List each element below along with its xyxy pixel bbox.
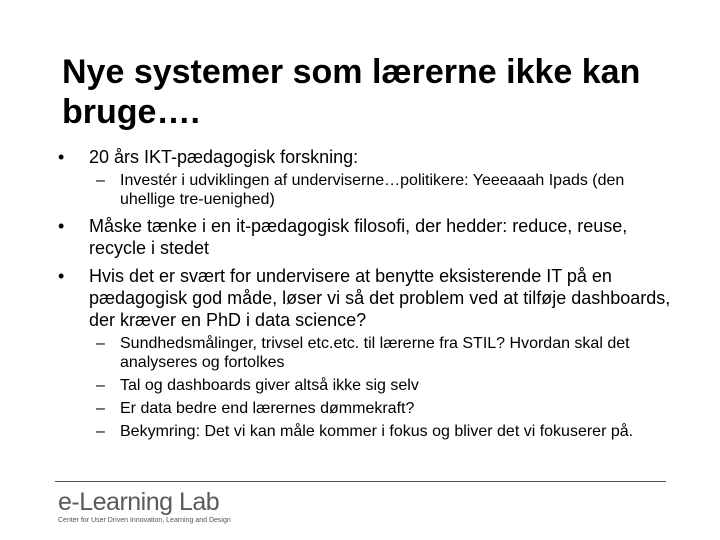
bullet-marker: •	[58, 266, 65, 286]
slide-title: Nye systemer som lærerne ikke kan bruge….	[62, 53, 641, 131]
e-learning-lab-logo	[56, 488, 246, 528]
bullet-text: Måske tænke i en it-pædagogisk filosofi, der hedder: reduce, reuse, recycle i stedet	[89, 216, 628, 258]
bullet-item	[58, 215, 678, 259]
logo-wordmark: e-Learning Lab	[58, 488, 220, 516]
sub-bullet-list	[58, 171, 678, 209]
sub-bullet-item	[58, 171, 678, 209]
sub-bullet-text: Bekymring: Det vi kan måle kommer i fokus og bliver det vi fokuserer på.	[120, 423, 634, 440]
logo-subtitle: Center for User Driven Innovation, Learning and Design	[58, 517, 231, 524]
sub-bullet-text: Investér i udviklingen af underviserne…politikere: Yeeeaaah Ipads (den uhellige tre-uenighed)	[120, 172, 625, 208]
bullet-marker: •	[58, 147, 65, 167]
bullet-item	[58, 146, 678, 168]
bullet-item	[58, 265, 678, 331]
sub-bullet-marker: –	[96, 400, 105, 417]
footer-divider	[55, 481, 666, 482]
sub-bullet-marker: –	[96, 423, 105, 440]
sub-bullet-item	[58, 422, 678, 441]
sub-bullet-item	[58, 399, 678, 418]
sub-bullet-text: Tal og dashboards giver altså ikke sig selv	[120, 377, 419, 394]
sub-bullet-text: Er data bedre end lærernes dømmekraft?	[120, 400, 415, 417]
sub-bullet-marker: –	[96, 172, 105, 189]
bullet-text: 20 års IKT-pædagogisk forskning:	[89, 147, 359, 167]
sub-bullet-marker: –	[96, 335, 105, 352]
sub-bullet-list	[58, 334, 678, 441]
sub-bullet-marker: –	[96, 377, 105, 394]
slide-body	[58, 146, 678, 447]
sub-bullet-text: Sundhedsmålinger, trivsel etc.etc. til lærerne fra STIL? Hvordan skal det analyseres og fortolkes	[120, 335, 630, 371]
sub-bullet-item	[58, 334, 678, 372]
bullet-text: Hvis det er svært for undervisere at benytte eksisterende IT på en pædagogisk god måde, løser vi så det problem ved at tilføje dashboards, der kræver en PhD i data science?	[89, 266, 671, 330]
sub-bullet-item	[58, 376, 678, 395]
bullet-marker: •	[58, 216, 65, 236]
